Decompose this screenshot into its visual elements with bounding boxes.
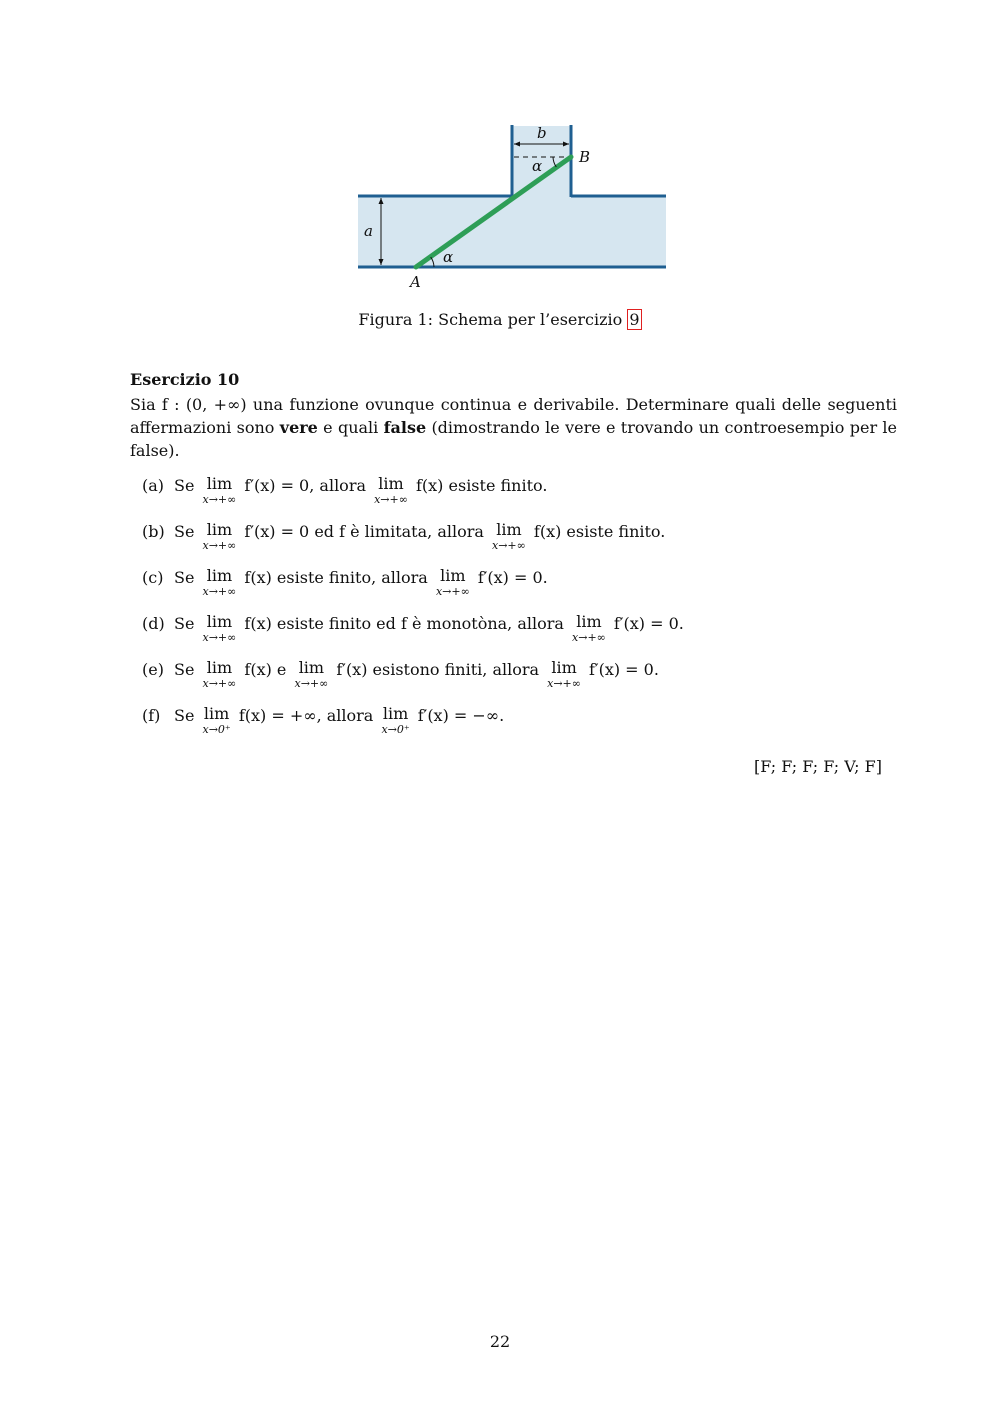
limit-subscript: x→+∞ bbox=[294, 677, 329, 690]
statement-bold-vere: vere bbox=[279, 418, 318, 437]
limit-subscript: x→+∞ bbox=[202, 677, 237, 690]
limit-subscript: x→+∞ bbox=[202, 585, 237, 598]
limit-notation bbox=[374, 474, 408, 505]
item-content bbox=[174, 566, 548, 597]
limit-subscript: x→0⁺ bbox=[202, 723, 231, 736]
list-item bbox=[142, 520, 897, 566]
item-text: f(x) esiste finito, allora bbox=[239, 568, 433, 587]
limit-notation bbox=[294, 658, 328, 689]
item-text: f(x) e bbox=[239, 660, 292, 679]
limit-word: lim bbox=[378, 474, 404, 493]
limit-word: lim bbox=[551, 658, 577, 677]
limit-notation bbox=[203, 566, 237, 597]
limit-word: lim bbox=[206, 520, 233, 539]
item-text: f(x) esiste finito. bbox=[528, 522, 666, 541]
item-label: (c) bbox=[142, 568, 164, 587]
item-text: f′(x) = 0. bbox=[583, 660, 659, 679]
item-text: f(x) = +∞, allora bbox=[233, 706, 379, 725]
limit-word: lim bbox=[203, 704, 230, 723]
label-B: B bbox=[579, 148, 591, 166]
limit-subscript: x→+∞ bbox=[572, 631, 606, 644]
item-text: Se bbox=[174, 706, 200, 725]
label-A: A bbox=[410, 273, 421, 291]
figure-caption bbox=[0, 310, 1000, 329]
item-text: Se bbox=[174, 614, 200, 633]
limit-subscript: x→+∞ bbox=[202, 493, 237, 506]
exercise-statement bbox=[130, 393, 897, 462]
item-content bbox=[174, 612, 684, 643]
item-text: f′(x) = 0 ed f è limitata, allora bbox=[239, 522, 489, 541]
item-content bbox=[174, 474, 547, 505]
limit-subscript: x→+∞ bbox=[374, 493, 408, 506]
item-text: f(x) esiste finito. bbox=[410, 476, 548, 495]
limit-word: lim bbox=[382, 704, 409, 723]
caption-text: Figura 1: Schema per l’esercizio bbox=[358, 310, 623, 329]
statement-list bbox=[130, 474, 897, 750]
limit-word: lim bbox=[496, 520, 522, 539]
answer-key: [F; F; F; F; V; F] bbox=[753, 757, 882, 776]
limit-notation bbox=[436, 566, 470, 597]
item-content bbox=[174, 658, 659, 689]
limit-notation bbox=[203, 704, 231, 735]
list-item bbox=[142, 612, 897, 658]
label-b: b bbox=[537, 124, 547, 142]
item-text: Se bbox=[174, 522, 200, 541]
limit-word: lim bbox=[206, 474, 233, 493]
limit-notation bbox=[381, 704, 409, 735]
item-label: (a) bbox=[142, 476, 165, 495]
limit-notation bbox=[203, 658, 237, 689]
limit-word: lim bbox=[298, 658, 325, 677]
item-label: (b) bbox=[142, 522, 165, 541]
limit-notation bbox=[547, 658, 581, 689]
exercise-title: Esercizio 10 bbox=[130, 370, 240, 389]
exercise-block bbox=[130, 368, 897, 750]
item-text: f′(x) = 0. bbox=[472, 568, 548, 587]
page-number: 22 bbox=[489, 1332, 511, 1351]
water-horizontal bbox=[358, 196, 666, 267]
item-label: (e) bbox=[142, 660, 164, 679]
caption-reference-link[interactable]: 9 bbox=[629, 310, 640, 329]
limit-subscript: x→+∞ bbox=[202, 631, 237, 644]
limit-notation bbox=[203, 474, 237, 505]
list-item bbox=[142, 474, 897, 520]
label-alpha-bottom: α bbox=[443, 248, 454, 266]
item-text: f′(x) = 0. bbox=[608, 614, 684, 633]
item-text: f′(x) = −∞. bbox=[412, 706, 505, 725]
limit-subscript: x→+∞ bbox=[492, 539, 526, 552]
statement-bold-false: false bbox=[383, 418, 427, 437]
limit-subscript: x→0⁺ bbox=[381, 723, 410, 736]
item-text: f′(x) esistono finiti, allora bbox=[331, 660, 545, 679]
item-content bbox=[174, 520, 665, 551]
item-label: (d) bbox=[142, 614, 165, 633]
limit-subscript: x→+∞ bbox=[547, 677, 581, 690]
limit-notation bbox=[203, 520, 237, 551]
item-text: Se bbox=[174, 660, 200, 679]
item-content bbox=[174, 704, 504, 735]
item-text: Se bbox=[174, 476, 200, 495]
limit-word: lim bbox=[576, 612, 602, 631]
limit-word: lim bbox=[206, 566, 233, 585]
label-a: a bbox=[364, 222, 373, 240]
limit-subscript: x→+∞ bbox=[202, 539, 237, 552]
limit-word: lim bbox=[206, 658, 233, 677]
item-text: Se bbox=[174, 568, 200, 587]
limit-word: lim bbox=[206, 612, 233, 631]
item-label: (f) bbox=[142, 706, 161, 725]
label-alpha-top: α bbox=[532, 157, 543, 175]
limit-notation bbox=[203, 612, 237, 643]
list-item bbox=[142, 566, 897, 612]
limit-notation bbox=[572, 612, 606, 643]
pipe-diagram bbox=[350, 118, 680, 298]
list-item bbox=[142, 704, 897, 750]
figure-schema bbox=[350, 118, 680, 298]
list-item bbox=[142, 658, 897, 704]
statement-part2: e quali bbox=[317, 418, 384, 437]
limit-subscript: x→+∞ bbox=[435, 585, 470, 598]
statement-part3: (dimostrando le vere e trovando un controesempio per le false). bbox=[130, 418, 898, 460]
limit-notation bbox=[492, 520, 526, 551]
item-text: f′(x) = 0, allora bbox=[239, 476, 372, 495]
statement-part1: Sia f : (0, +∞) una funzione ovunque continua e derivabile. Determinare quali delle seguenti affermazioni sono bbox=[130, 395, 897, 437]
limit-word: lim bbox=[440, 566, 466, 585]
item-text: f(x) esiste finito ed f è monotòna, allora bbox=[239, 614, 570, 633]
